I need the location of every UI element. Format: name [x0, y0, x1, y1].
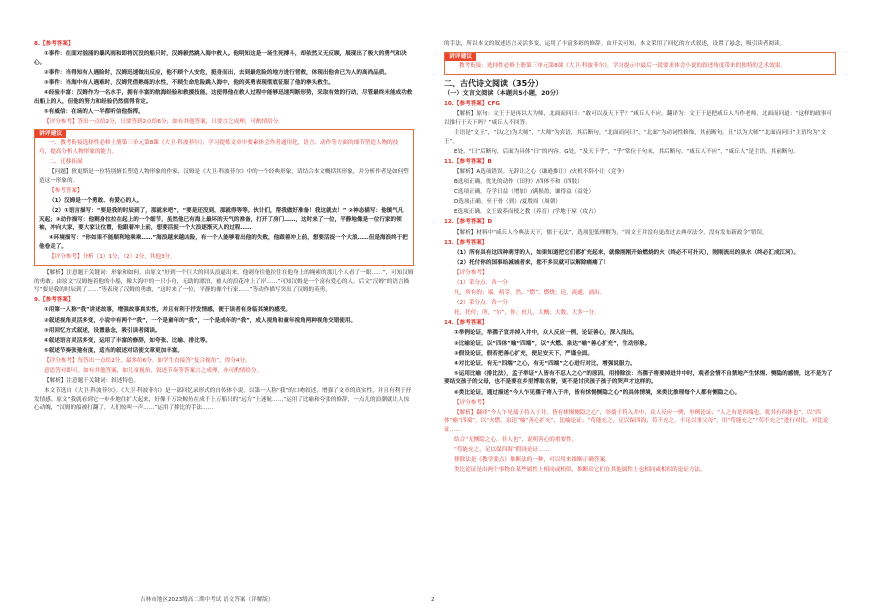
- right-column: [444, 40, 836, 476]
- q8-point-1: ①事件：在面对汹涌的暴风雨和即将沉没的船只时，汉姆毅然跳入海中救人。他明知这是一场生死搏斗，却依然义无反顾，展现出了极大的勇气和决心。: [34, 51, 407, 66]
- teaching-note-tag: 讲评建议: [445, 53, 476, 61]
- extension-answer-head: 【参考答案】: [49, 187, 83, 194]
- q9-point-1: ①用第一人称“我”讲述故事，增强故事真实性，并且有利于抒发情感，便于读者有身临其境的感受。: [44, 307, 292, 314]
- q14-note-1: 结合“无恻隐之心，非人也”，说明善心的重要性。: [454, 436, 578, 443]
- teaching-note-box-2: [444, 52, 836, 75]
- q14-analysis: 【解析】翻译“今人乍见孺子将入于井，皆有怵惕恻隐之心”，举孺子将入井中，众人反应一例，举例论证；“人之有是四端也，犹其有四体也”，以“四体”喻“四端”，以“火燃、泉达”喻“善心扩充”，比喻论证；“苟能充之，足以保四海；苟不充之，不足以事父母”，用“苟能充之”“苟不充之”进行对比，对比论证……: [444, 409, 829, 433]
- section-2-subtitle: （一）文言文阅读（本题共5小题，20分）: [444, 90, 563, 98]
- q14-point-2: ②比喻论证，以“四体”喻“四端”，以“火燃、泉达”喻“善心扩充”，生动形象。: [454, 340, 651, 347]
- q9-point-5: ⑤叙述节奏张弛有度，适当的叙述对话使文章更加丰富。: [44, 347, 183, 354]
- q10-heading: 10.【参考答案】CFG: [444, 101, 500, 108]
- q14-point-4: ④对比论证，有无“四端”之心，有无“四端”之心进行对比，增强说服力。: [454, 360, 636, 367]
- extension-answer-3: ④环境描写：“你如果不能顺利地乘乘……”海浪越来越凶险，有一个人能够看出他的失败，他跟着冲上前，想要活捉一个大浪……但是海浪终于把他卷走了。: [39, 235, 408, 250]
- teaching-note-text: 教考衔接：选择性必修上册第三单元第8课《大卫·科波菲尔》，学习提示中最后一段要求体会小说的叙述角度带来的独特的艺术效果。: [459, 62, 786, 69]
- q13-answer-1: （1）所有具有这四种萌芽的人，如果知道把它们都扩充起来，就像刚刚开始燃烧的火（终必不可扑灭），刚刚流出的泉水（终必汇成江河）。: [454, 249, 800, 256]
- q8-point-5: ⑤有威信：在场的人一半都听信他指挥。: [44, 108, 144, 115]
- teaching-note-tag: 讲评建议: [35, 130, 66, 138]
- q11-option-e: E选项正确。文王致养而授之教（养育）/学地于屋（攻占）: [454, 209, 600, 216]
- q11-option-a: 【解析】A选项错误。无辞让之心（谦逊推让）/火机不辞小让（竞争）: [454, 168, 628, 175]
- q14-score-head: 【评分参考】: [454, 399, 488, 406]
- extension-score-note: 【评分参考】分析（1）1分，（2）2分，其他3分。: [49, 253, 176, 260]
- q14-point-6: ⑥类比论证，通过描述“今人乍见孺子将入于井，皆有怵惕恻隐之心”的具体情境，来类比推理每个人都有恻隐之心。: [454, 389, 741, 396]
- q14-heading: 14.【参考答案】: [444, 320, 488, 327]
- q11-option-b: B选项正确。优先的动作（田狩）/四体不和（四肢）: [454, 179, 583, 186]
- q8-analysis: 【解析】注意题干关键词：形象和如何。由原文“好到一个巨大的回头浪逼出来，他刺身往他拉往在他身上的绳索的那几个人看了一眼……”，可知汉姆的勇敢；由原文“汉姆拖着他的小船，像大海中的一只小舟，无助的漂泊，被人的浪花冲上了岸……”可知汉姆是一个富有爱心的人。后文“汉姆”的语言描写“要是我的时辰到了……”等表现了汉姆的勇敢，“这时来了一位，平静的像个行家……”等动作描写突出了汉姆的英勇。: [34, 270, 414, 294]
- q14-point-3: ③假设论证，假若把善心扩充，便足安天下，严谨全面。: [454, 350, 593, 357]
- q11-option-d: D选项正确。至于骨（到）/夏殷周（周朝）: [454, 199, 561, 206]
- q11-option-c: C选项正确。夺学日益（增加）/满损盈，谦得益（益处）: [454, 189, 595, 196]
- q14-point-1: ①举例论证，举孺子宣并掉入井中，众人反应一例，论证善心，深入浅出。: [454, 330, 638, 337]
- teaching-note-text: 一、教考衔接选择性必修上册第三单元第8课《大卫·科波菲尔》，学习提炼文章中要素体会作者通用化，语言、动作等方面的细节塑造人物的技巧，提高分析人物形象的能力。: [39, 140, 399, 155]
- q9-analysis: 本文节选自《大卫·科波菲尔》。《大卫·科波菲尔》是一部回忆录形式的自传体小说，以第一人称“我”的口吻叙述，增强了文章的真实性，并且有利于抒发情感。原文“我就看到它一步步地往扩大起来，好像千万块鲸鱼在成千上万船只的“远方”上迷航……”运用了比喻和夸张的修辞，一点儿的浪潮就让人惊心动魄，“汉姆的船被打翻了，人们惊叫一声……”运用了排比的手法……: [34, 388, 412, 412]
- q9-score-note: 【评分参考】每答出一点给2分，最多给6分。如学生直接答“复合视角”，得分4分。: [44, 357, 251, 364]
- extension-answer-2: （2）①语言描写：“要是我的时辰到了，那就来吧”，“要是还没到，那就得等等。伙计们，帮我做好准备！我这就去！” ②神态描写：他镇气凡灭起；③动作描写：他剩身拉拉在起上的一个细节，虽然他已有海上最坏的天气的准备，打开了房门……，这时来了一位，平静地像是一位行家的领袖，冲向大家，要大家让位置，他跟着冲上前，想要活捉一个大浪逐渐灭人的过程……: [39, 208, 404, 232]
- page-number: 2: [431, 597, 435, 603]
- q9-point-3: ③用回忆方式叙述，设置悬念，吸引读者阅读。: [44, 327, 161, 334]
- q9-heading: 9.【参考答案】: [34, 297, 74, 304]
- q11-heading: 11.【参考答案】B: [444, 158, 492, 165]
- q13-score-4: 托，托付；所，“尔”，你；庶几，大概；大数，大多一分。: [454, 310, 600, 317]
- q9-point-4: ④叙述语言灵活多变，运用了丰富的修辞，如夸张、比喻、排比等。: [44, 337, 211, 344]
- page-footer-title: 吉林市地区2023级高二期中考试 语文答案（详解版）: [140, 597, 274, 603]
- q9-analysis-head: 【解析】注意题干关键词：叙述特色。: [44, 378, 140, 385]
- q14-point-5: ⑤运用比喻（排比法），孟子举证“人皆有不忍人之心”的原因，用排除法：当孺子将要掉进井中时，观者会情不自禁地产生怵惕、恻隐的感情，这不是为了要结交孩子的父母，也不是要在乡里博取名誉，更不是讨厌孩子孩子的哭声才这样的。: [444, 370, 833, 386]
- extension-answer-1: （1）汉姆是一个勇敢、有爱心的人。: [49, 197, 143, 204]
- q13-answer-2: （2）托付你的国事给减城者来，您不多民就可以解除痛痛了！: [454, 259, 609, 266]
- q14-note-3: 排除法是《教学要点》推断法的一种，可以用来推断正确答案。: [454, 457, 611, 464]
- q13-score-1: （1）采分点：各一分: [454, 279, 508, 286]
- q10-analysis: 【解析】原句：文王于是再以大为师，北面而问曰：“敢可以及天下乎？”咸丘人不应。翻译为：文王于是把咸丘人当作老师，北面而问道：“这样的政事可以推行于天下吗？”咸丘人不回答。: [444, 111, 832, 126]
- q13-heading: 13.【参考答案】: [444, 239, 488, 246]
- q8-point-3: ③事件：当海中有人遇难时，汉姆凭借熟练的水性，不顾生命危险跳入海中，他的英勇表现彻底征服了他的拳头救生。: [44, 79, 335, 86]
- q8-heading: 8.【参考答案】: [34, 41, 74, 47]
- left-column: [34, 40, 414, 414]
- q13-score-3: （2）采分点：各一分: [454, 300, 508, 307]
- teaching-note-subhead: 二、迁移拓展: [49, 159, 83, 166]
- q12-heading: 12.【参考答案】D: [444, 219, 493, 226]
- q12-analysis: 【解析】材料中“咸丘人今典法天下，儒于无法”，选项犯低理解为，“周文王并没有更改过去典章法令，没有发布新政令”错误。: [454, 229, 768, 236]
- q10-explanation: 主语是“文王”，“以(之)为大师”，“大师”为宾语，其后断句。“北面而问曰”，“北面”为动词性修饰，其前断句。且“以为大师”“北面而问曰”主语均为“文王”。: [444, 130, 827, 145]
- q8-score-note: 【评分参考】答出一点给2分，只要答到2点给6分；如有其他答案，只要言之成理，可酌情给分。: [44, 118, 285, 125]
- teaching-note-box-1: [34, 129, 414, 266]
- q10-options: E处、“曰”后断句，后面为具体“曰”的内容。G处，“及天下乎”，“乎”常位于句末，其后断句。“咸丘人不应”，“咸丘人”是主语，其前断句。: [454, 148, 799, 155]
- q9-score-note-2: 意思答对即可。如有其他答案，如儿童视角、叙述节奏等答案言之成理，亦可酌情给分。: [44, 368, 263, 374]
- q13-score-2: 凡，所有的；端，萌芽，然，“燃”，燃烧；达，流通，涌出。: [454, 290, 606, 297]
- extension-question: 【问题】狄更斯是一位特别擅长塑造人物形象的作家，汉姆是《大卫·科波菲尔》中的一个经典形象，请结合本文概括其形象，并分析作者是如何塑造这一形象的。: [39, 169, 409, 184]
- q13-score-head: 【评分参考】: [454, 269, 488, 276]
- q14-note-4: 类比论证是由两个事物在某些属性上相同或相似，推断出它们在其他属性上也相同或相似的论证方法。: [454, 467, 706, 474]
- q8-point-4: ④经验丰富：汉姆作为一名水手，拥有丰富的航海经验和救援技能。这使得他在救人过程中能够迅速判断形势，采取有效的行动，尽管最终未能成功救出船上的人，但他的努力和经验仍然值得肯定。: [34, 89, 413, 105]
- q9-point-2: ②叙述视角灵活多变，小说中有两个“我”，一个是童年的“我”，一个是成年的“我”，成人视角和童年视角两种视角交错使用。: [44, 317, 357, 324]
- q14-note-2: “苟能充之，足以保四海”假设论证……: [454, 447, 550, 454]
- section-2-title: 二、古代诗文阅读（35分）: [444, 78, 544, 88]
- q9-analysis-continued: 的手法，所以本文的叙述语言灵活多变，运用了丰富多彩的修辞。由开关可知，本文采用了回忆的方式叙述，设置了悬念，吸引读者阅读。: [444, 41, 786, 47]
- q8-point-2: ②事件：当得知有人遇险时，汉姆迅速做出反应，他不顾个人安危，挺身而出，去到最危险的地方进行营救，体现出他舍已为人的高尚品质。: [44, 69, 390, 76]
